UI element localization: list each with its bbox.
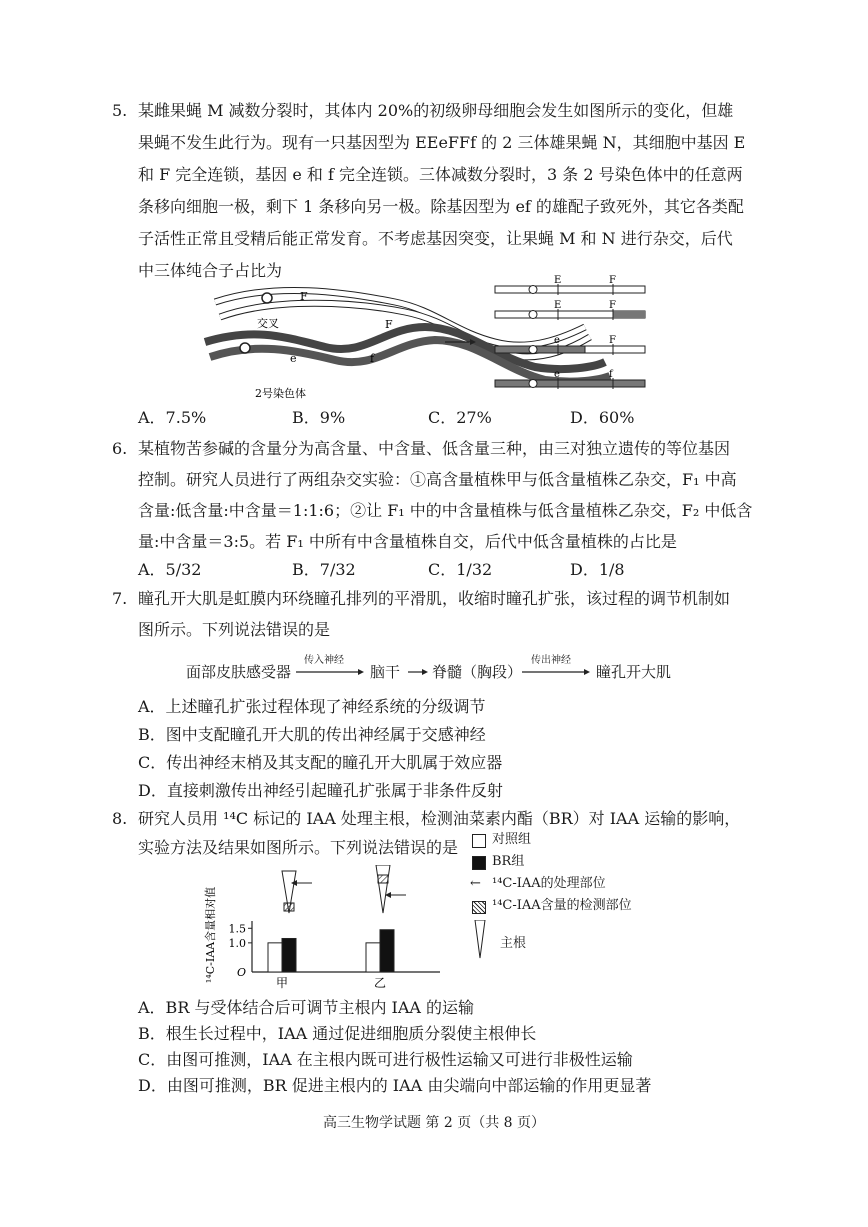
flow-arrow-2 <box>408 667 428 677</box>
q5-option-d: D．60% <box>570 408 635 427</box>
legend-root-icon <box>474 920 486 960</box>
label-f: f <box>370 352 375 365</box>
q7-option-b: B．图中支配瞳孔开大肌的传出神经属于交感神经 <box>138 725 486 744</box>
legend-br: BR组 <box>492 854 525 869</box>
r4-e: e <box>554 369 560 380</box>
legend-swatch-detect <box>472 901 486 914</box>
label-e: e <box>290 352 297 365</box>
q5-line-1: 某雌果蝇 M 减数分裂时，其体内 20%的初级卵母细胞会发生如图所示的变化，但雄 <box>138 101 734 120</box>
flow-arrow-3 <box>522 667 590 677</box>
q6-option-c: C．1/32 <box>428 560 493 579</box>
flow-efferent-label: 传出神经 <box>531 655 571 666</box>
r1-F: F <box>609 275 616 286</box>
y-tick-label: O <box>236 966 246 979</box>
q8-number: 8. <box>112 809 128 828</box>
q6-option-d: D．1/8 <box>570 560 625 579</box>
q6-line-1: 某植物苦参碱的含量分为高含量、中含量、低含量三种，由三对独立遗传的等位基因 <box>138 439 731 458</box>
r3-e: e <box>554 335 560 346</box>
q8-option-c: C．由图可推测，IAA 在主根内既可进行极性运输又可进行非极性运输 <box>138 1050 633 1069</box>
q6-option-a: A．5/32 <box>138 560 202 579</box>
q5-line-2: 果蝇不发生此行为。现有一只基因型为 EEeFFf 的 2 三体雄果蝇 N，其细胞中基因 E <box>138 133 746 152</box>
iaa-bar-chart <box>200 865 450 1005</box>
q5-option-a: A．7.5% <box>138 408 207 427</box>
bar-control-1 <box>366 943 380 972</box>
chromatid-4 <box>495 378 645 389</box>
bar-br-0 <box>282 938 296 972</box>
r3-F: F <box>609 335 616 346</box>
q5-line-5: 子活性正常且受精后能正常发育。不考虑基因突变，让果蝇 M 和 N 进行杂交，后代 <box>138 229 733 248</box>
r4-f: f <box>609 369 613 380</box>
q8-option-a: A．BR 与受体结合后可调节主根内 IAA 的运输 <box>138 998 475 1017</box>
y-tick-label: 1.5 <box>228 922 246 936</box>
chromatid-2 <box>495 309 645 320</box>
category-label: 乙 <box>373 976 387 990</box>
root-yi <box>376 865 406 913</box>
q6-line-4: 量:中含量＝3:5。若 F₁ 中所有中含量植株自交，后代中低含量植株的占比是 <box>138 532 677 551</box>
figure-caption: 2号染色体 <box>255 387 306 400</box>
page-footer: 高三生物学试题 第 2 页（共 8 页） <box>322 1115 546 1131</box>
q7-number: 7. <box>112 589 128 608</box>
q5-line-4: 条移向细胞一极，剩下 1 条移向另一极。除基因型为 ef 的雄配子致死外，其它各类配 <box>138 197 744 216</box>
label-crossover: 交叉 <box>257 317 279 330</box>
bar-control-0 <box>268 943 282 972</box>
q8-line-1: 研究人员用 ¹⁴C 标记的 IAA 处理主根，检测油菜素内酯（BR）对 IAA 运输的影响， <box>138 809 741 828</box>
flow-afferent-label: 传入神经 <box>304 655 344 666</box>
q8-line-2: 实验方法及结果如图所示。下列说法错误的是 <box>138 838 459 857</box>
legend-treat: ¹⁴C-IAA的处理部位 <box>492 876 606 891</box>
q5-line-6: 中三体纯合子占比为 <box>138 261 283 280</box>
q6-option-b: B．7/32 <box>292 560 356 579</box>
q5-line-3: 和 F 完全连锁，基因 e 和 f 完全连锁。三体减数分裂时，3 条 2 号染色体中的任意两 <box>138 165 743 184</box>
flow-node-brainstem: 脑干 <box>370 663 401 681</box>
q6-line-3: 含量:低含量:中含量＝1:1:6；②让 F₁ 中的中含量植株与低含量植株乙杂交，F₂ 中低含 <box>138 501 753 520</box>
q7-option-d: D．直接刺激传出神经引起瞳孔扩张属于非条件反射 <box>138 781 503 800</box>
flow-arrow-1 <box>296 667 364 677</box>
r1-E: E <box>554 275 562 286</box>
q7-line-1: 瞳孔开大肌是虹膜内环绕瞳孔排列的平滑肌，收缩时瞳孔扩张，该过程的调节机制如 <box>138 589 731 608</box>
q7-option-c: C．传出神经末梢及其支配的瞳孔开大肌属于效应器 <box>138 753 503 772</box>
r2-F: F <box>609 300 616 311</box>
legend-arrow-icon: ← <box>470 876 481 891</box>
q5-option-c: C．27% <box>428 408 492 427</box>
q5-number: 5. <box>112 101 128 120</box>
label-F-top: F <box>300 290 308 303</box>
category-label: 甲 <box>275 976 289 990</box>
bar-br-1 <box>380 930 394 972</box>
q8-option-b: B．根生长过程中，IAA 通过促进细胞质分裂使主根伸长 <box>138 1024 537 1043</box>
q7-option-a: A．上述瞳孔扩张过程体现了神经系统的分级调节 <box>138 697 486 716</box>
chromosome-crossover-figure <box>195 272 655 412</box>
root-jia <box>282 871 312 913</box>
flow-node-spinal: 脊髓（胸段） <box>432 663 523 681</box>
y-tick-label: 1.0 <box>228 936 246 950</box>
flow-node-receptor: 面部皮肤感受器 <box>186 663 292 681</box>
legend-swatch-control <box>472 834 486 848</box>
chart-ylabel: ¹⁴C-IAA含量相对值 <box>204 886 217 984</box>
chromatid-3 <box>495 344 645 355</box>
q6-number: 6. <box>112 439 128 458</box>
flow-node-dilator: 瞳孔开大肌 <box>596 663 672 681</box>
legend-control: 对照组 <box>492 832 532 847</box>
r2-E: E <box>554 300 562 311</box>
chromatid-1 <box>495 284 645 295</box>
legend-detect: ¹⁴C-IAA含量的检测部位 <box>492 898 632 913</box>
legend-root: 主根 <box>500 936 527 951</box>
q5-option-b: B．9% <box>292 408 346 427</box>
label-F-right: F <box>385 318 393 331</box>
q6-line-2: 控制。研究人员进行了两组杂交实验：①高含量植株甲与低含量植株乙杂交，F₁ 中高 <box>138 470 737 489</box>
legend-swatch-br <box>472 856 486 870</box>
q8-option-d: D．由图可推测，BR 促进主根内的 IAA 由尖端向中部运输的作用更显著 <box>138 1076 652 1095</box>
q7-line-2: 图所示。下列说法错误的是 <box>138 620 331 639</box>
